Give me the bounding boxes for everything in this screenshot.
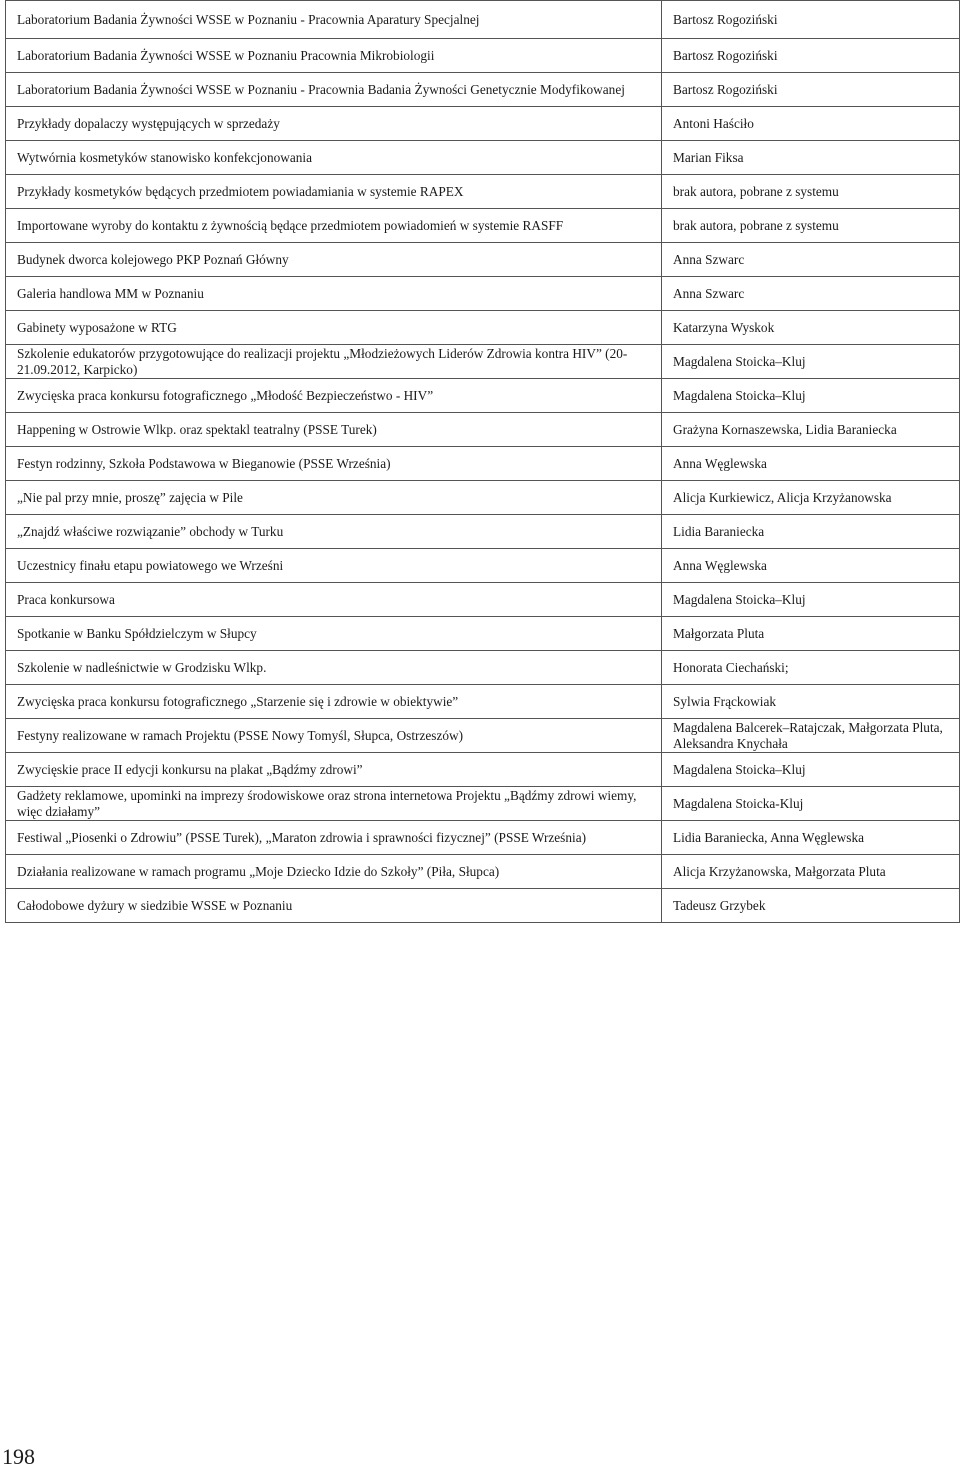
photo-author-cell: Sylwia Frąckowiak <box>662 685 960 719</box>
table-row <box>6 277 960 311</box>
table-row <box>6 345 960 379</box>
photo-author-cell: Honorata Ciechański; <box>662 651 960 685</box>
photo-author-cell: Anna Węglewska <box>662 447 960 481</box>
table-row <box>6 447 960 481</box>
table-row <box>6 481 960 515</box>
photo-subject-cell: Zwycięska praca konkursu fotograficznego „Młodość Bezpieczeństwo - HIV” <box>6 379 662 413</box>
photo-author-cell: Anna Szwarc <box>662 277 960 311</box>
photo-author-cell: Katarzyna Wyskok <box>662 311 960 345</box>
photo-subject-cell: Szkolenie w nadleśnictwie w Grodzisku Wlkp. <box>6 651 662 685</box>
photo-author-cell: Magdalena Balcerek–Ratajczak, Małgorzata Pluta, Aleksandra Knychała <box>662 719 960 753</box>
photo-subject-cell: Gabinety wyposażone w RTG <box>6 311 662 345</box>
photo-author-cell: Bartosz Rogoziński <box>662 39 960 73</box>
photo-author-cell: Magdalena Stoicka–Kluj <box>662 379 960 413</box>
photo-subject-cell: Przykłady dopalaczy występujących w sprzedaży <box>6 107 662 141</box>
table-row <box>6 141 960 175</box>
photo-author-cell: Bartosz Rogoziński <box>662 1 960 39</box>
table-row <box>6 379 960 413</box>
photo-subject-cell: Działania realizowane w ramach programu „Moje Dziecko Idzie do Szkoły” (Piła, Słupca) <box>6 855 662 889</box>
table-row <box>6 175 960 209</box>
photo-author-cell: Marian Fiksa <box>662 141 960 175</box>
photo-credits-table <box>5 0 960 923</box>
photo-author-cell: Magdalena Stoicka–Kluj <box>662 753 960 787</box>
table-row <box>6 243 960 277</box>
photo-author-cell: Magdalena Stoicka–Kluj <box>662 345 960 379</box>
photo-subject-cell: Festyn rodzinny, Szkoła Podstawowa w Bieganowie (PSSE Września) <box>6 447 662 481</box>
table-row <box>6 651 960 685</box>
photo-subject-cell: Wytwórnia kosmetyków stanowisko konfekcjonowania <box>6 141 662 175</box>
photo-author-cell: Grażyna Kornaszewska, Lidia Baraniecka <box>662 413 960 447</box>
photo-subject-cell: Importowane wyroby do kontaktu z żywnością będące przedmiotem powiadomień w systemie RASFF <box>6 209 662 243</box>
table-row <box>6 1 960 39</box>
photo-subject-cell: Uczestnicy finału etapu powiatowego we Wrześni <box>6 549 662 583</box>
table-row <box>6 617 960 651</box>
table-body <box>6 1 960 923</box>
table-row <box>6 107 960 141</box>
photo-author-cell: Małgorzata Pluta <box>662 617 960 651</box>
photo-subject-cell: Spotkanie w Banku Spółdzielczym w Słupcy <box>6 617 662 651</box>
photo-subject-cell: Całodobowe dyżury w siedzibie WSSE w Poznaniu <box>6 889 662 923</box>
table-row <box>6 685 960 719</box>
photo-subject-cell: Szkolenie edukatorów przygotowujące do realizacji projektu „Młodzieżowych Liderów Zdrowia kontra HIV” (20-21.09.2012, Karpicko) <box>6 345 662 379</box>
table-row <box>6 753 960 787</box>
photo-author-cell: Anna Szwarc <box>662 243 960 277</box>
table-row <box>6 719 960 753</box>
photo-subject-cell: Laboratorium Badania Żywności WSSE w Poznaniu - Pracownia Badania Żywności Genetycznie Modyfikowanej <box>6 73 662 107</box>
photo-subject-cell: Laboratorium Badania Żywności WSSE w Poznaniu - Pracownia Aparatury Specjalnej <box>6 1 662 39</box>
table-row <box>6 583 960 617</box>
photo-subject-cell: Zwycięskie prace II edycji konkursu na plakat „Bądźmy zdrowi” <box>6 753 662 787</box>
table-row <box>6 413 960 447</box>
table-row <box>6 821 960 855</box>
photo-subject-cell: Praca konkursowa <box>6 583 662 617</box>
table-row <box>6 311 960 345</box>
photo-subject-cell: Galeria handlowa MM w Poznaniu <box>6 277 662 311</box>
photo-subject-cell: Laboratorium Badania Żywności WSSE w Poznaniu Pracownia Mikrobiologii <box>6 39 662 73</box>
photo-author-cell: Lidia Baraniecka <box>662 515 960 549</box>
photo-subject-cell: „Nie pal przy mnie, proszę” zajęcia w Pile <box>6 481 662 515</box>
table-row <box>6 549 960 583</box>
photo-subject-cell: Festyny realizowane w ramach Projektu (PSSE Nowy Tomyśl, Słupca, Ostrzeszów) <box>6 719 662 753</box>
photo-subject-cell: Budynek dworca kolejowego PKP Poznań Główny <box>6 243 662 277</box>
photo-author-cell: Alicja Krzyżanowska, Małgorzata Pluta <box>662 855 960 889</box>
photo-author-cell: Magdalena Stoicka–Kluj <box>662 583 960 617</box>
photo-subject-cell: Gadżety reklamowe, upominki na imprezy środowiskowe oraz strona internetowa Projektu „Bądźmy zdrowi wiemy, więc działamy” <box>6 787 662 821</box>
table-row <box>6 515 960 549</box>
photo-author-cell: Antoni Haściło <box>662 107 960 141</box>
table-row <box>6 787 960 821</box>
table-row <box>6 855 960 889</box>
table-row <box>6 209 960 243</box>
photo-author-cell: Alicja Kurkiewicz, Alicja Krzyżanowska <box>662 481 960 515</box>
photo-author-cell: Anna Węglewska <box>662 549 960 583</box>
photo-subject-cell: Festiwal „Piosenki o Zdrowiu” (PSSE Turek), „Maraton zdrowia i sprawności fizycznej” (PSSE Września) <box>6 821 662 855</box>
photo-subject-cell: Happening w Ostrowie Wlkp. oraz spektakl teatralny (PSSE Turek) <box>6 413 662 447</box>
table-row <box>6 39 960 73</box>
photo-author-cell: Magdalena Stoicka-Kluj <box>662 787 960 821</box>
photo-author-cell: Tadeusz Grzybek <box>662 889 960 923</box>
photo-subject-cell: „Znajdź właściwe rozwiązanie” obchody w Turku <box>6 515 662 549</box>
photo-subject-cell: Zwycięska praca konkursu fotograficznego „Starzenie się i zdrowie w obiektywie” <box>6 685 662 719</box>
photo-author-cell: brak autora, pobrane z systemu <box>662 175 960 209</box>
table-row <box>6 73 960 107</box>
photo-author-cell: Lidia Baraniecka, Anna Węglewska <box>662 821 960 855</box>
photo-author-cell: brak autora, pobrane z systemu <box>662 209 960 243</box>
photo-author-cell: Bartosz Rogoziński <box>662 73 960 107</box>
photo-subject-cell: Przykłady kosmetyków będących przedmiotem powiadamiania w systemie RAPEX <box>6 175 662 209</box>
table-row <box>6 889 960 923</box>
page-number: 198 <box>2 1444 35 1469</box>
